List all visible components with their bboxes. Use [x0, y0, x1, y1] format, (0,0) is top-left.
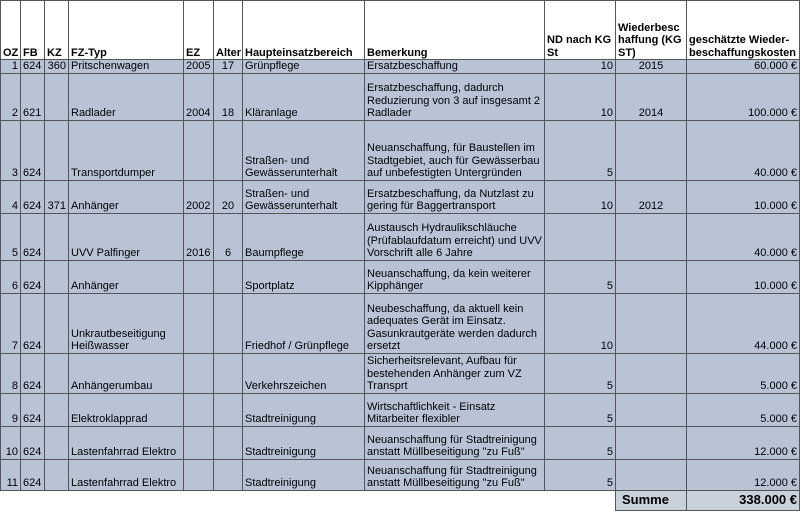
table-row [1, 353, 800, 393]
cell-bemerkung: Neuanschaffung für Stadtreinigung anstatt Müllbeseitigung "zu Fuß" [365, 459, 545, 490]
cell-fb: 624 [21, 260, 45, 293]
cell-bemerkung: Ersatzbeschaffung [365, 60, 545, 74]
cell-alter: 20 [214, 180, 243, 213]
cell-wiederbeschaffung [616, 393, 687, 426]
cell-kz [45, 353, 69, 393]
cell-fb: 624 [21, 213, 45, 260]
cell-kosten: 5.000 € [687, 393, 800, 426]
cell-alter [214, 293, 243, 353]
header-alter: Alter [214, 1, 243, 60]
cell-fb: 624 [21, 293, 45, 353]
header-haupteinsatzbereich: Haupteinsatzbereich [243, 1, 365, 60]
cell-bemerkung: Wirtschaftlichkeit - Einsatz Mitarbeiter flexibler [365, 393, 545, 426]
cell-oz: 11 [1, 459, 21, 490]
cell-nd: 5 [545, 353, 616, 393]
header-nd: ND nach KG St [545, 1, 616, 60]
cell-oz: 10 [1, 426, 21, 459]
cell-fz-typ: Pritschenwagen [69, 60, 184, 74]
table-row [1, 180, 800, 213]
table-row [1, 213, 800, 260]
summe-label: Summe [616, 490, 687, 510]
cell-alter [214, 426, 243, 459]
cell-alter [214, 393, 243, 426]
header-fz-typ: FZ-Typ [69, 1, 184, 60]
cell-haupteinsatzbereich: Straßen- und Gewässerunterhalt [243, 120, 365, 180]
cell-fz-typ: Anhängerumbau [69, 353, 184, 393]
cell-nd: 5 [545, 459, 616, 490]
cell-nd: 10 [545, 60, 616, 74]
cell-bemerkung: Sicherheitsrelevant, Aufbau für bestehenden Anhänger zum VZ Transprt [365, 353, 545, 393]
cell-kz [45, 426, 69, 459]
cell-fb: 624 [21, 393, 45, 426]
cell-oz: 5 [1, 213, 21, 260]
cell-fb: 624 [21, 60, 45, 74]
cell-haupteinsatzbereich: Kläranlage [243, 73, 365, 120]
summe-value: 338.000 € [687, 490, 800, 510]
cell-nd: 10 [545, 293, 616, 353]
cell-wiederbeschaffung: 2012 [616, 180, 687, 213]
cell-fb: 624 [21, 180, 45, 213]
cell-nd: 5 [545, 260, 616, 293]
cell-bemerkung: Ersatzbeschaffung, da Nutzlast zu gering für Baggertransport [365, 180, 545, 213]
cell-kosten: 40.000 € [687, 213, 800, 260]
cell-fz-typ: Lastenfahrrad Elektro [69, 426, 184, 459]
header-wiederbeschaffung: Wiederbesc haffung (KG ST) [616, 1, 687, 60]
cell-ez [184, 120, 214, 180]
cell-alter [214, 459, 243, 490]
cell-kz [45, 293, 69, 353]
cell-fb: 624 [21, 120, 45, 180]
cell-ez: 2016 [184, 213, 214, 260]
table-row [1, 293, 800, 353]
cell-alter: 17 [214, 60, 243, 74]
cell-ez: 2005 [184, 60, 214, 74]
cell-bemerkung: Neubeschaffung, da aktuell kein adequates Gerät im Einsatz. Gasunkrautgeräte werden dadurch ersetzt [365, 293, 545, 353]
table-row [1, 393, 800, 426]
cell-kz [45, 260, 69, 293]
table-row [1, 73, 800, 120]
cell-haupteinsatzbereich: Stadtreinigung [243, 393, 365, 426]
table-row [1, 60, 800, 74]
cell-bemerkung: Neuanschaffung, für Baustellen im Stadtgebiet, auch für Gewässerbau auf unbefestigten Untergründen [365, 120, 545, 180]
cell-kosten: 44.000 € [687, 293, 800, 353]
cell-ez [184, 260, 214, 293]
cell-haupteinsatzbereich: Grünpflege [243, 60, 365, 74]
header-row [1, 1, 800, 60]
cell-nd: 5 [545, 393, 616, 426]
header-fb: FB [21, 1, 45, 60]
cell-nd: 5 [545, 120, 616, 180]
cell-alter [214, 120, 243, 180]
cell-haupteinsatzbereich: Verkehrszeichen [243, 353, 365, 393]
header-kosten: geschätzte Wieder- beschaffungskosten [687, 1, 800, 60]
cell-kosten: 40.000 € [687, 120, 800, 180]
cell-haupteinsatzbereich: Friedhof / Grünpflege [243, 293, 365, 353]
cell-ez [184, 293, 214, 353]
cell-nd: 10 [545, 180, 616, 213]
cell-wiederbeschaffung: 2015 [616, 60, 687, 74]
cell-wiederbeschaffung: 2014 [616, 73, 687, 120]
cell-haupteinsatzbereich: Straßen- und Gewässerunterhalt [243, 180, 365, 213]
cell-bemerkung: Neuanschaffung für Stadtreinigung anstatt Müllbeseitigung "zu Fuß" [365, 426, 545, 459]
cell-wiederbeschaffung [616, 293, 687, 353]
cell-kz [45, 393, 69, 426]
cell-wiederbeschaffung [616, 120, 687, 180]
cell-fz-typ: Radlader [69, 73, 184, 120]
cell-oz: 4 [1, 180, 21, 213]
header-oz: OZ [1, 1, 21, 60]
cell-wiederbeschaffung [616, 213, 687, 260]
cell-nd: 10 [545, 73, 616, 120]
cell-fz-typ: Unkrautbeseitigung Heißwasser [69, 293, 184, 353]
cell-fz-typ: Anhänger [69, 180, 184, 213]
cell-oz: 6 [1, 260, 21, 293]
cell-fb: 624 [21, 426, 45, 459]
table-row [1, 426, 800, 459]
cell-ez: 2002 [184, 180, 214, 213]
cell-ez [184, 353, 214, 393]
cell-wiederbeschaffung [616, 459, 687, 490]
cell-wiederbeschaffung [616, 260, 687, 293]
cell-ez: 2004 [184, 73, 214, 120]
cell-alter: 6 [214, 213, 243, 260]
cell-kz [45, 73, 69, 120]
cell-kosten: 60.000 € [687, 60, 800, 74]
cell-kosten: 12.000 € [687, 426, 800, 459]
cell-fz-typ: Transportdumper [69, 120, 184, 180]
table-row [1, 459, 800, 490]
cell-haupteinsatzbereich: Stadtreinigung [243, 426, 365, 459]
cell-oz: 3 [1, 120, 21, 180]
cell-ez [184, 426, 214, 459]
cell-kz [45, 459, 69, 490]
cell-haupteinsatzbereich: Baumpflege [243, 213, 365, 260]
cell-oz: 2 [1, 73, 21, 120]
cell-kz [45, 213, 69, 260]
summe-row [1, 490, 800, 510]
cell-wiederbeschaffung [616, 353, 687, 393]
cell-oz: 7 [1, 293, 21, 353]
cell-haupteinsatzbereich: Sportplatz [243, 260, 365, 293]
cell-kosten: 12.000 € [687, 459, 800, 490]
cell-fz-typ: UVV Palfinger [69, 213, 184, 260]
header-ez: EZ [184, 1, 214, 60]
table-row [1, 260, 800, 293]
cell-ez [184, 393, 214, 426]
cell-kosten: 100.000 € [687, 73, 800, 120]
cell-bemerkung: Neuanschaffung, da kein weiterer Kipphänger [365, 260, 545, 293]
cell-kosten: 10.000 € [687, 180, 800, 213]
cell-kosten: 10.000 € [687, 260, 800, 293]
cell-alter [214, 353, 243, 393]
cell-fz-typ: Anhänger [69, 260, 184, 293]
cell-haupteinsatzbereich: Stadtreinigung [243, 459, 365, 490]
cell-kosten: 5.000 € [687, 353, 800, 393]
header-kz: KZ [45, 1, 69, 60]
cell-oz: 9 [1, 393, 21, 426]
cell-wiederbeschaffung [616, 426, 687, 459]
cell-fb: 624 [21, 353, 45, 393]
cell-nd: 5 [545, 426, 616, 459]
cell-kz: 360 [45, 60, 69, 74]
header-bemerkung: Bemerkung [365, 1, 545, 60]
cell-fb: 624 [21, 459, 45, 490]
cell-kz: 371 [45, 180, 69, 213]
cell-alter [214, 260, 243, 293]
cell-fb: 621 [21, 73, 45, 120]
cell-ez [184, 459, 214, 490]
cell-oz: 8 [1, 353, 21, 393]
cell-fz-typ: Lastenfahrrad Elektro [69, 459, 184, 490]
cell-kz [45, 120, 69, 180]
cell-bemerkung: Austausch Hydraulikschläuche (Prüfablaufdatum erreicht) und UVV Vorschrift alle 6 Jahre [365, 213, 545, 260]
cell-nd [545, 213, 616, 260]
cell-oz: 1 [1, 60, 21, 74]
cell-bemerkung: Ersatzbeschaffung, dadurch Reduzierung von 3 auf insgesamt 2 Radlader [365, 73, 545, 120]
cell-fz-typ: Elektroklapprad [69, 393, 184, 426]
cell-alter: 18 [214, 73, 243, 120]
table-row [1, 120, 800, 180]
